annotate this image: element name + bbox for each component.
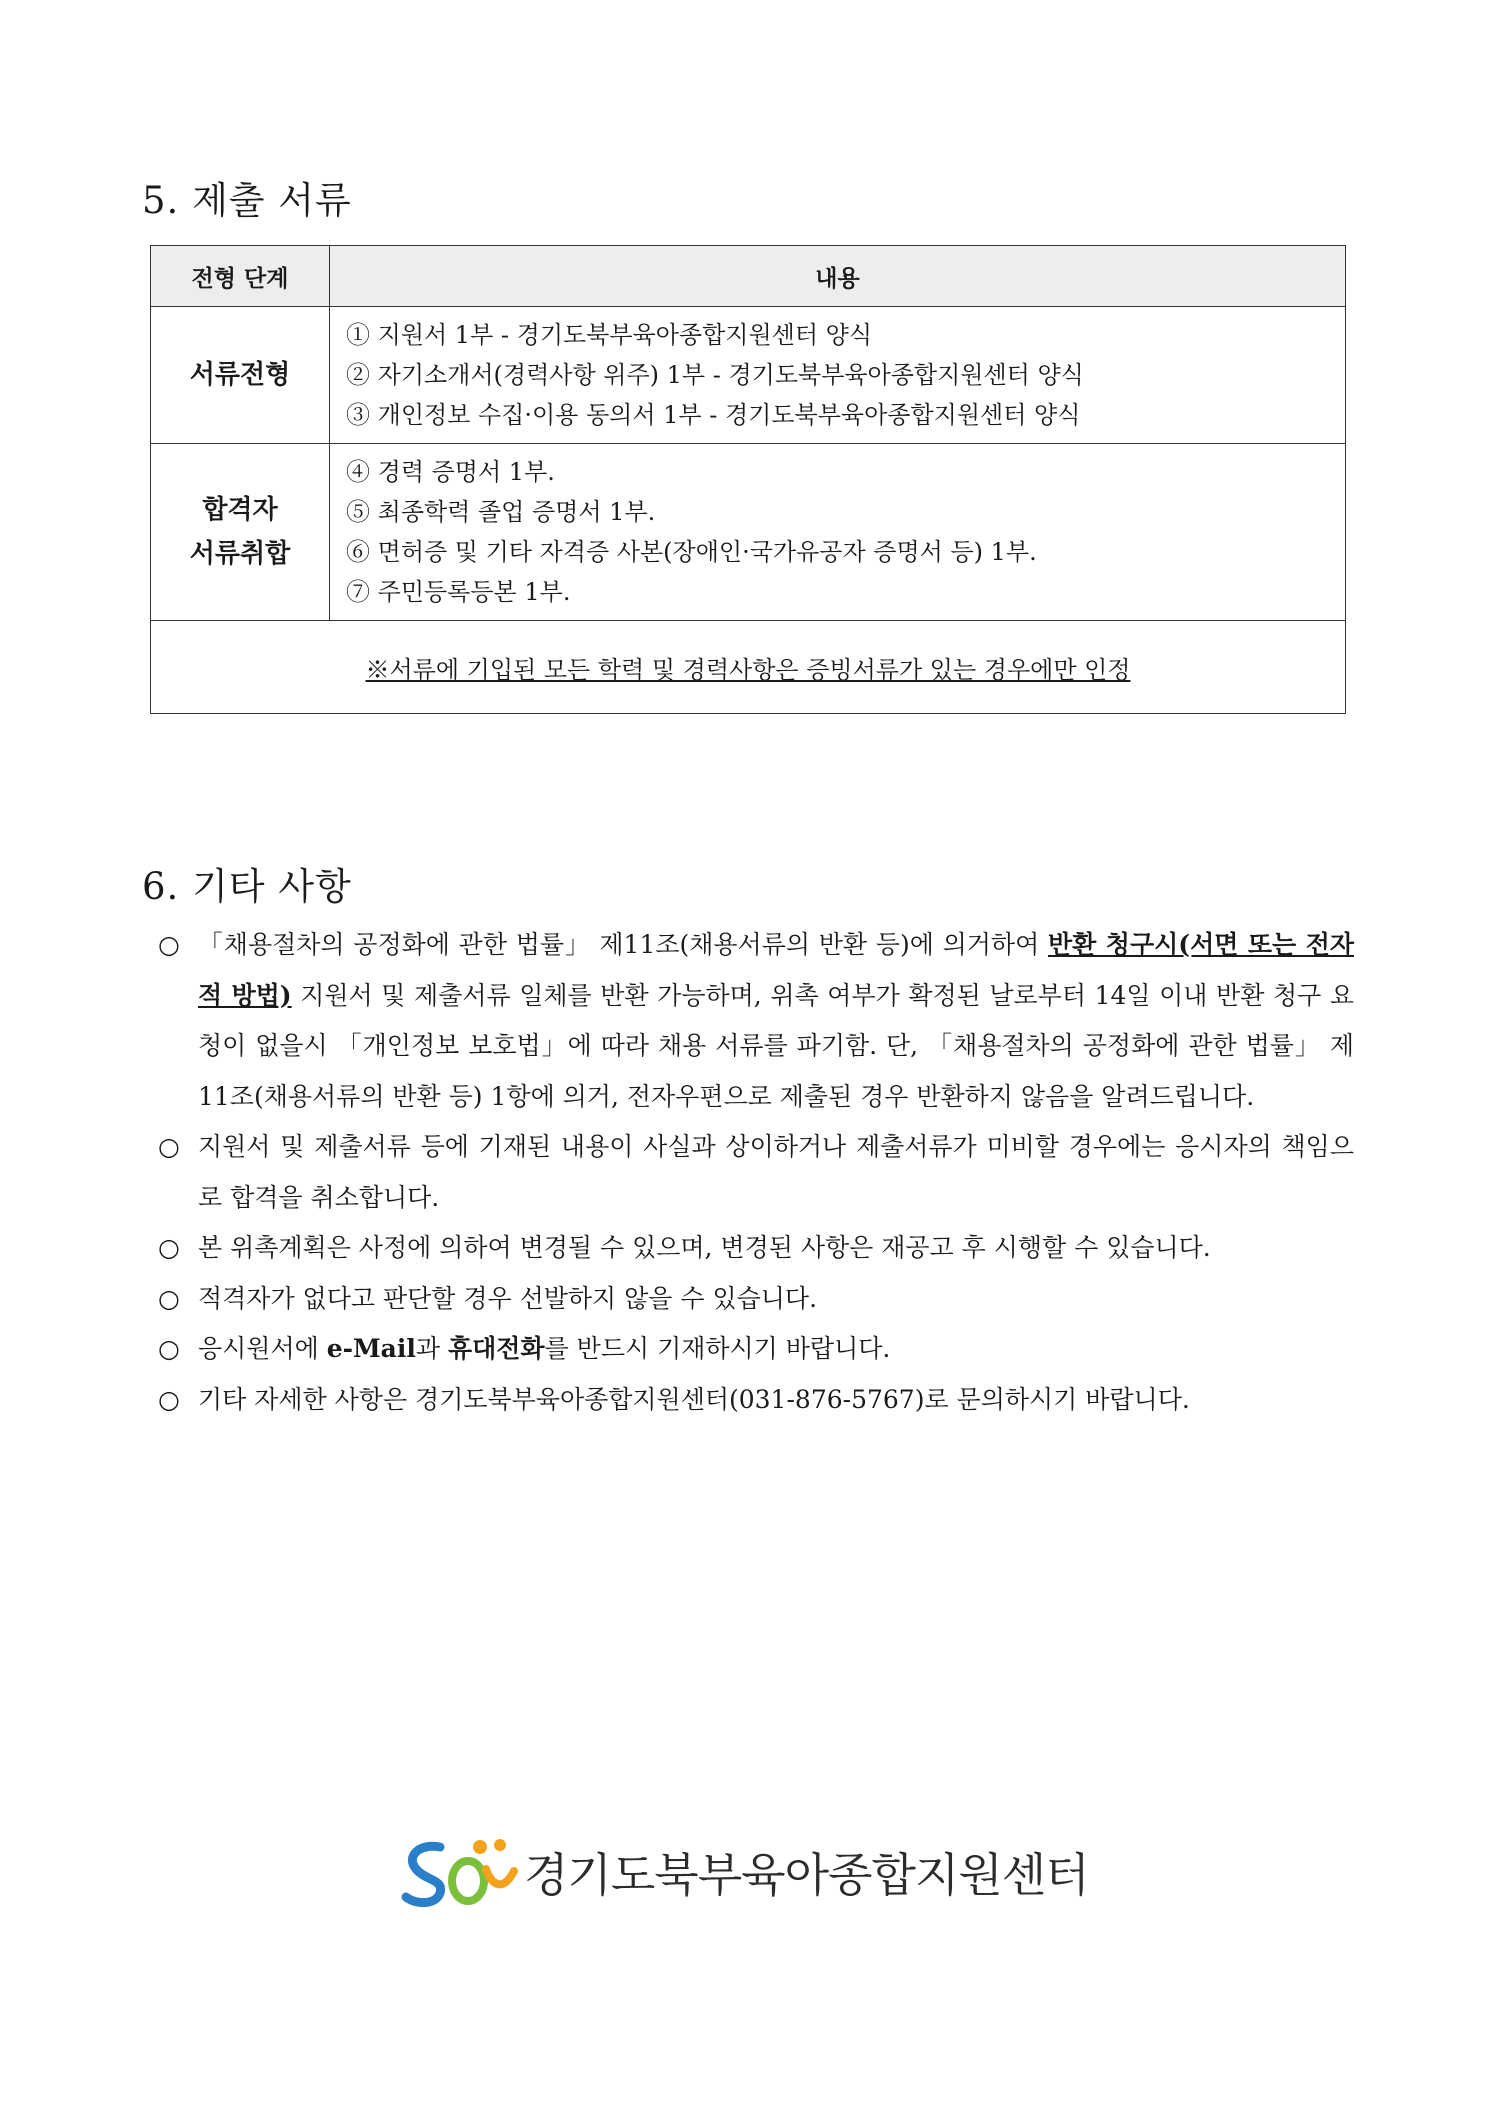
header-content: 내용 [330,246,1346,307]
table-header-row [151,246,1346,307]
circle-bullet-icon: ○ [158,1283,180,1313]
list-item: ① 지원서 1부 - 경기도북부육아종합지원센터 양식 [346,321,873,349]
footer-logo [400,1832,1089,1912]
list-item [158,1223,1354,1274]
header-stage: 전형 단계 [151,246,330,307]
circle-bullet-icon: ○ [158,1233,180,1262]
other-notes-list [158,920,1354,1425]
table-row [151,444,1346,621]
section-6-title: 6. 기타 사항 [142,865,352,908]
list-item: ⑥ 면허증 및 기타 자격증 사본(장애인·국가유공자 증명서 등) 1부. [346,538,1037,566]
table-note-row [151,621,1346,714]
note-cell [151,621,1346,714]
item-text: 를 반드시 기재하시기 바랍니다. [544,1334,891,1363]
list-item [158,1274,1354,1325]
item-text: 응시원서에 [198,1334,327,1363]
item-text: 「채용절차의 공정화에 관한 법률」 제11조(채용서류의 반환 등)에 의거하여 [198,930,1048,959]
list-item: ③ 개인정보 수집·이용 동의서 1부 - 경기도북부육아종합지원센터 양식 [346,401,1081,429]
list-item: ⑤ 최종학력 졸업 증명서 1부. [346,498,656,526]
item-text: 기타 자세한 사항은 경기도북부육아종합지원센터(031-876-5767)로 문의하시기 바랍니다. [198,1384,1190,1414]
list-item: ② 자기소개서(경력사항 위주) 1부 - 경기도북부육아종합지원센터 양식 [346,361,1084,389]
stage-label: 합격자 [202,495,278,525]
list-item [158,1375,1354,1426]
item-text: 적격자가 없다고 판단할 경우 선발하지 않을 수 있습니다. [198,1283,818,1313]
item-text: 지원서 및 제출서류 일체를 반환 가능하며, 위촉 여부가 확정된 날로부터 14일 이내 반환 청구 요청이 없을시 「개인정보 보호법」에 따라 채용 서류를 파기함. 단, 「채용절차의 공정화에 관한 법률」 제11조(채용서류의 반환 등) 1항에 의거, 전자우편으로 제출된 경우 반환하지 않음을 알려드립니다. [198,980,1354,1111]
list-item: ④ 경력 증명서 1부. [346,458,555,486]
list-item: ⑦ 주민등록등본 1부. [346,578,571,606]
circle-bullet-icon: ○ [158,1132,180,1161]
emphasis-text: e-Mail [326,1334,416,1363]
content-cell [330,307,1346,444]
organization-name: 경기도북부육아종합지원센터 [524,1848,1089,1902]
content-cell [330,444,1346,621]
list-item [158,1122,1354,1223]
stage-cell-document-screening [151,307,330,444]
circle-bullet-icon: ○ [158,1384,180,1414]
stage-label: 서류취합 [189,539,291,569]
section-5-title: 5. 제출 서류 [142,179,352,222]
item-text: 본 위촉계획은 사정에 의하여 변경될 수 있으며, 변경된 사항은 재공고 후 시행할 수 있습니다. [198,1233,1211,1262]
list-item [158,920,1354,1122]
item-text: 지원서 및 제출서류 등에 기재된 내용이 사실과 상이하거나 제출서류가 미비할 경우에는 응시자의 책임으로 합격을 취소합니다. [198,1132,1354,1212]
circle-bullet-icon: ○ [158,1334,180,1363]
circle-bullet-icon: ○ [158,930,180,959]
emphasis-text: 반환 청구시(서면 또는 전자적 방법) [198,930,1354,1010]
table-row [151,307,1346,444]
submission-documents-table [150,245,1346,714]
evidence-note: ※서류에 기입된 모든 학력 및 경력사항은 증빙서류가 있는 경우에만 인정 [365,655,1131,684]
list-item [158,1324,1354,1375]
stage-label: 서류전형 [189,360,291,390]
stage-cell-passer-documents [151,444,330,621]
emphasis-text: 휴대전화 [447,1334,545,1363]
item-text: 과 [415,1334,448,1363]
center-logo-icon [400,1833,520,1911]
